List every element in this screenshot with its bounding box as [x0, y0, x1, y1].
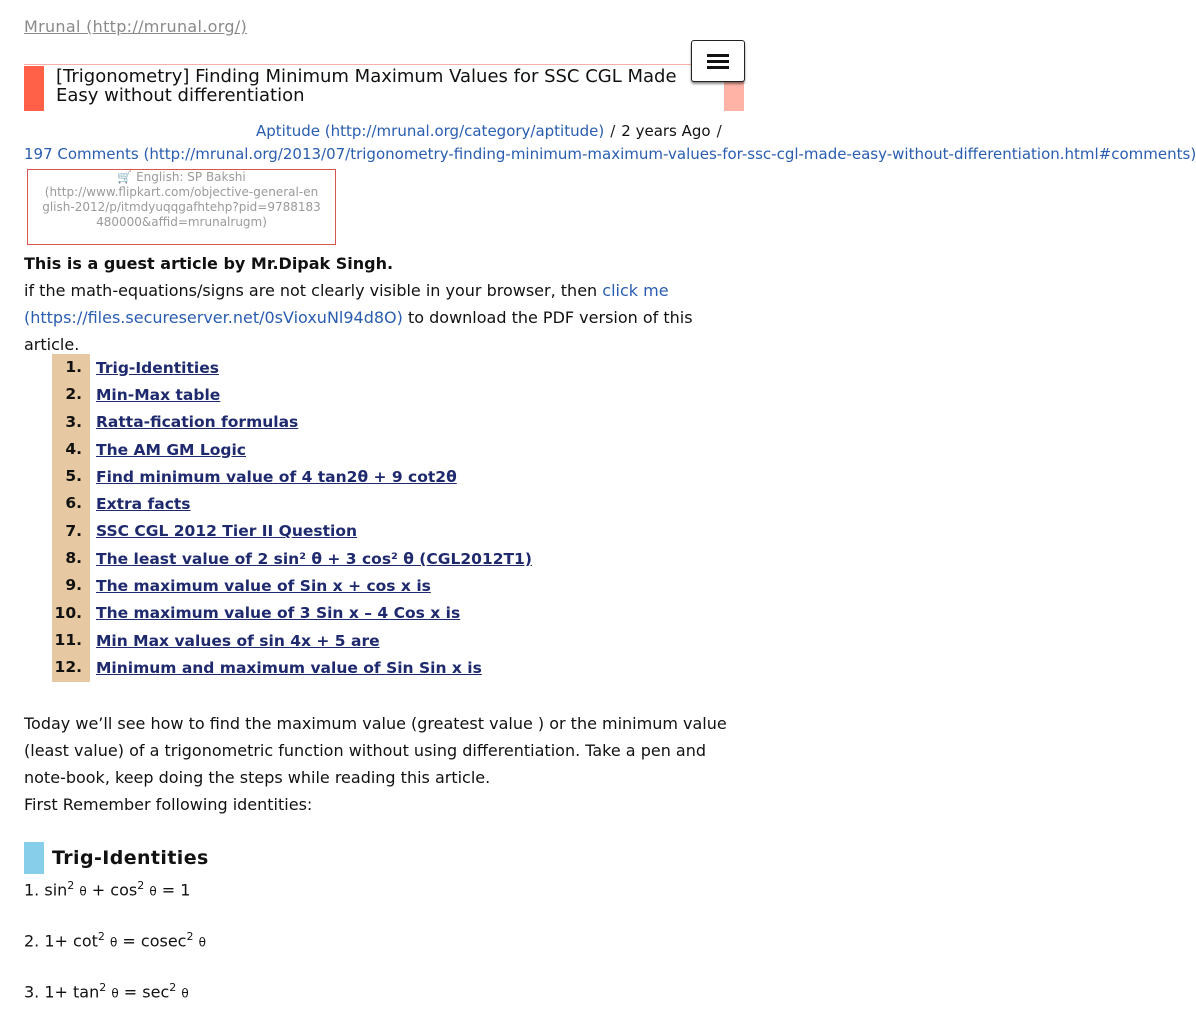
article-meta: [24, 120, 1196, 166]
toc-link[interactable]: Extra facts: [96, 495, 191, 514]
guest-note: This is a guest article by Mr.Dipak Singh.: [24, 254, 394, 273]
toc-link[interactable]: Min Max values of sin 4x + 5 are: [96, 631, 380, 650]
toc-item: [52, 654, 732, 681]
pdf-note-text-end: to download the PDF version of this article.: [24, 308, 693, 354]
menu-button[interactable]: [691, 40, 745, 82]
pdf-note: [24, 277, 744, 358]
toc-item: [52, 381, 732, 408]
toc-number: 9.: [52, 572, 90, 599]
toc-link[interactable]: The AM GM Logic: [96, 440, 246, 459]
pdf-download-link[interactable]: click me (https://files.secureserver.net/0sVioxuNl94d8O): [24, 281, 669, 327]
hamburger-icon: [707, 51, 729, 72]
toc-item: [52, 436, 732, 463]
toc-link[interactable]: Ratta-fication formulas: [96, 413, 299, 432]
toc-link[interactable]: Min-Max table: [96, 385, 221, 404]
toc-link[interactable]: Find minimum value of 4 tan2θ + 9 cot2θ: [96, 467, 457, 486]
toc-link[interactable]: The maximum value of 3 Sin x – 4 Cos x is: [96, 604, 461, 623]
title-accent-left: [24, 66, 44, 111]
meta-separator: /: [716, 122, 722, 140]
section-title: Trig-Identities: [52, 847, 209, 869]
ad-url: (http://www.flipkart.com/objective-general-english-2012/p/itmdyuqqgafhtehp?pid=9788183480000&affid=mrunalrugm): [42, 185, 321, 229]
toc-number: 8.: [52, 545, 90, 572]
article-header: [24, 64, 744, 111]
pdf-note-text: if the math-equations/signs are not clearly visible in your browser, then: [24, 281, 603, 300]
table-of-contents: [52, 354, 732, 682]
remember-paragraph: First Remember following identities:: [24, 795, 313, 814]
toc-item: [52, 463, 732, 490]
toc-link[interactable]: SSC CGL 2012 Tier II Question: [96, 522, 358, 541]
toc-number: 11.: [52, 627, 90, 654]
toc-link[interactable]: The least value of 2 sin² θ + 3 cos² θ (CGL2012T1): [96, 549, 532, 568]
toc-item: [52, 545, 732, 572]
section-heading: [24, 842, 209, 874]
toc-link[interactable]: The maximum value of Sin x + cos x is: [96, 577, 431, 596]
cart-icon: 🛒: [117, 170, 133, 184]
identity-2: 2. $1+ \cot^2 \theta = cosec^2$ θ: [24, 930, 206, 951]
meta-separator: /: [610, 122, 616, 140]
toc-number: 3.: [52, 409, 90, 436]
article-title: [Trigonometry] Finding Minimum Maximum Values for SSC CGL Made Easy without differentiation: [56, 66, 677, 106]
toc-number: 6.: [52, 490, 90, 517]
body-text: [24, 710, 744, 818]
post-age: 2 years Ago: [621, 122, 711, 140]
identity-1: 1. $\sin^2 \theta + \cos^2 \theta = 1$: [24, 879, 191, 900]
toc-number: 7.: [52, 518, 90, 545]
toc-item: [52, 572, 732, 599]
toc-item: [52, 354, 732, 381]
toc-link[interactable]: Trig-Identities: [96, 358, 219, 377]
intro: [24, 250, 744, 358]
category-link[interactable]: Aptitude (http://mrunal.org/category/aptitude): [256, 122, 605, 140]
toc-item: [52, 518, 732, 545]
section-marker: [24, 842, 44, 874]
site-home-link[interactable]: Mrunal (http://mrunal.org/): [24, 17, 248, 36]
toc-number: 1.: [52, 354, 90, 381]
identity-3: 3. $1+ \tan^2 \theta = \sec^2 \theta$: [24, 981, 189, 1002]
toc-item: [52, 490, 732, 517]
ad-title: English: SP Bakshi: [136, 170, 246, 184]
toc-item: [52, 409, 732, 436]
intro-paragraph: Today we’ll see how to find the maximum value (greatest value ) or the minimum value (least value) of a trigonometric function without using differentiation. Take a pen and note-book, keep doing the steps while reading this article.: [24, 714, 727, 787]
toc-number: 12.: [52, 654, 90, 681]
toc-number: 2.: [52, 381, 90, 408]
toc-number: 4.: [52, 436, 90, 463]
comments-link[interactable]: 197 Comments (http://mrunal.org/2013/07/trigonometry-finding-minimum-maximum-values-for-ssc-cgl-made-easy-without-differentiation.html#comments): [24, 145, 1196, 163]
toc-number: 10.: [52, 600, 90, 627]
toc-link[interactable]: Minimum and maximum value of Sin Sin x is: [96, 658, 482, 677]
toc-number: 5.: [52, 463, 90, 490]
toc-item: [52, 627, 732, 654]
ad-box[interactable]: [27, 169, 336, 245]
toc-item: [52, 600, 732, 627]
